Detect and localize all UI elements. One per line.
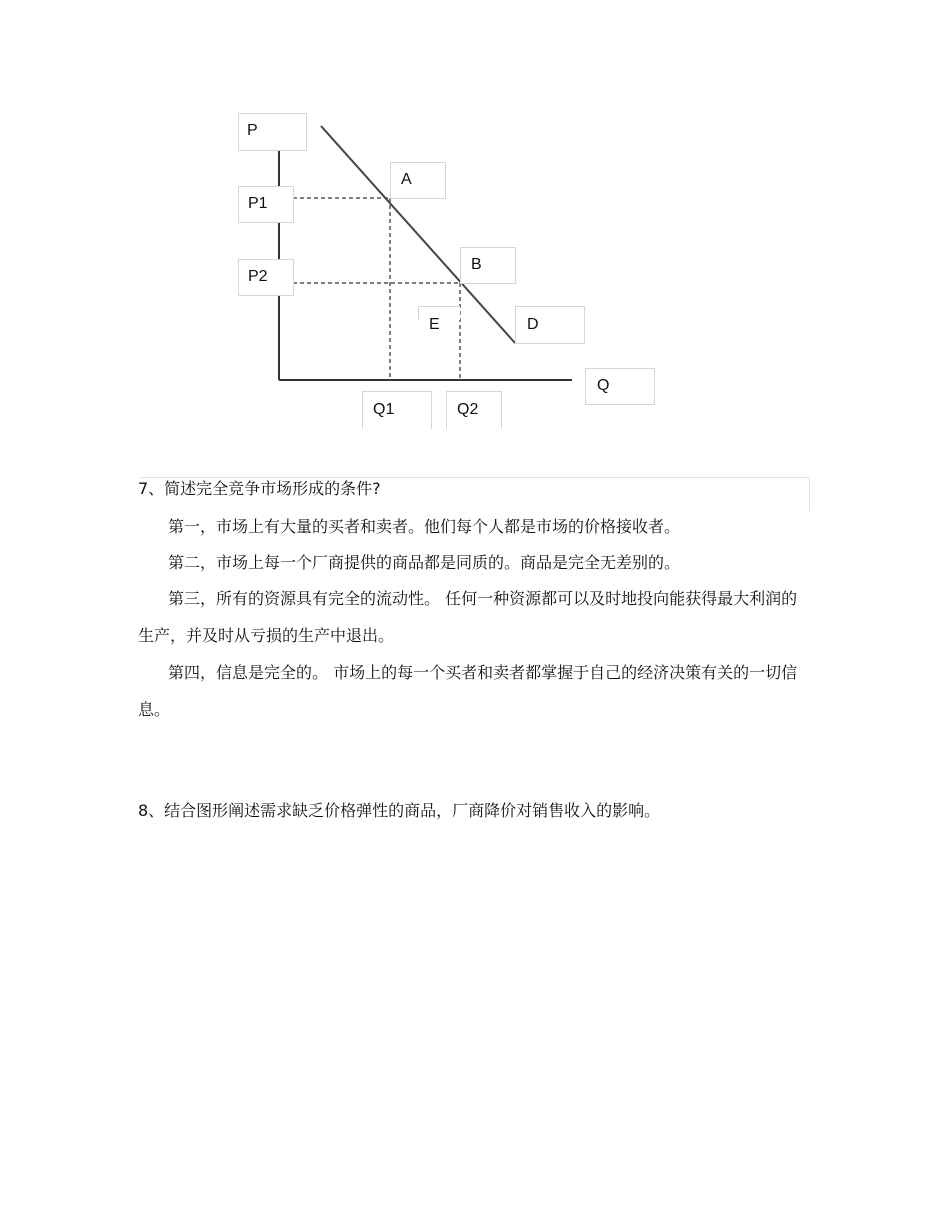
q-label-box xyxy=(585,368,655,405)
question-7-answer-1: 第一，市场上有大量的买者和卖者。他们每个人都是市场的价格接收者。 xyxy=(168,517,681,536)
area-e-label: E xyxy=(429,316,440,333)
p2-label: P2 xyxy=(248,268,268,285)
question-7-answer-2: 第二，市场上每一个厂商提供的商品都是同质的。商品是完全无差别的。 xyxy=(168,553,681,572)
curve-d-label-box xyxy=(515,306,585,344)
question-8-title: 8、结合图形阐述需求缺乏价格弹性的商品，厂商降价对销售收入的影响。 xyxy=(138,801,661,820)
curve-d-label: D xyxy=(527,316,539,333)
q1-label: Q1 xyxy=(373,401,395,418)
point-b-label: B xyxy=(471,256,482,273)
p-axis-label: P xyxy=(247,122,258,139)
point-b-label-box xyxy=(460,247,516,284)
demand-curve-diagram xyxy=(0,0,950,440)
point-a-label-box xyxy=(390,162,446,199)
point-a-label: A xyxy=(401,171,412,188)
q-axis-label: Q xyxy=(597,377,610,394)
question-7-answer-4: 第四，信息是完全的。 市场上的每一个买者和卖者都掌握于自己的经济决策有关的一切信息。 xyxy=(138,663,798,719)
question-7-answer-3: 第三，所有的资源具有完全的流动性。 任何一种资源都可以及时地投向能获得最大利润的生产，并及时从亏损的生产中退出。 xyxy=(138,589,798,645)
p1-label: P1 xyxy=(248,195,268,212)
q2-label: Q2 xyxy=(457,401,479,418)
question-7-title: 7、简述完全竞争市场形成的条件? xyxy=(138,479,381,498)
